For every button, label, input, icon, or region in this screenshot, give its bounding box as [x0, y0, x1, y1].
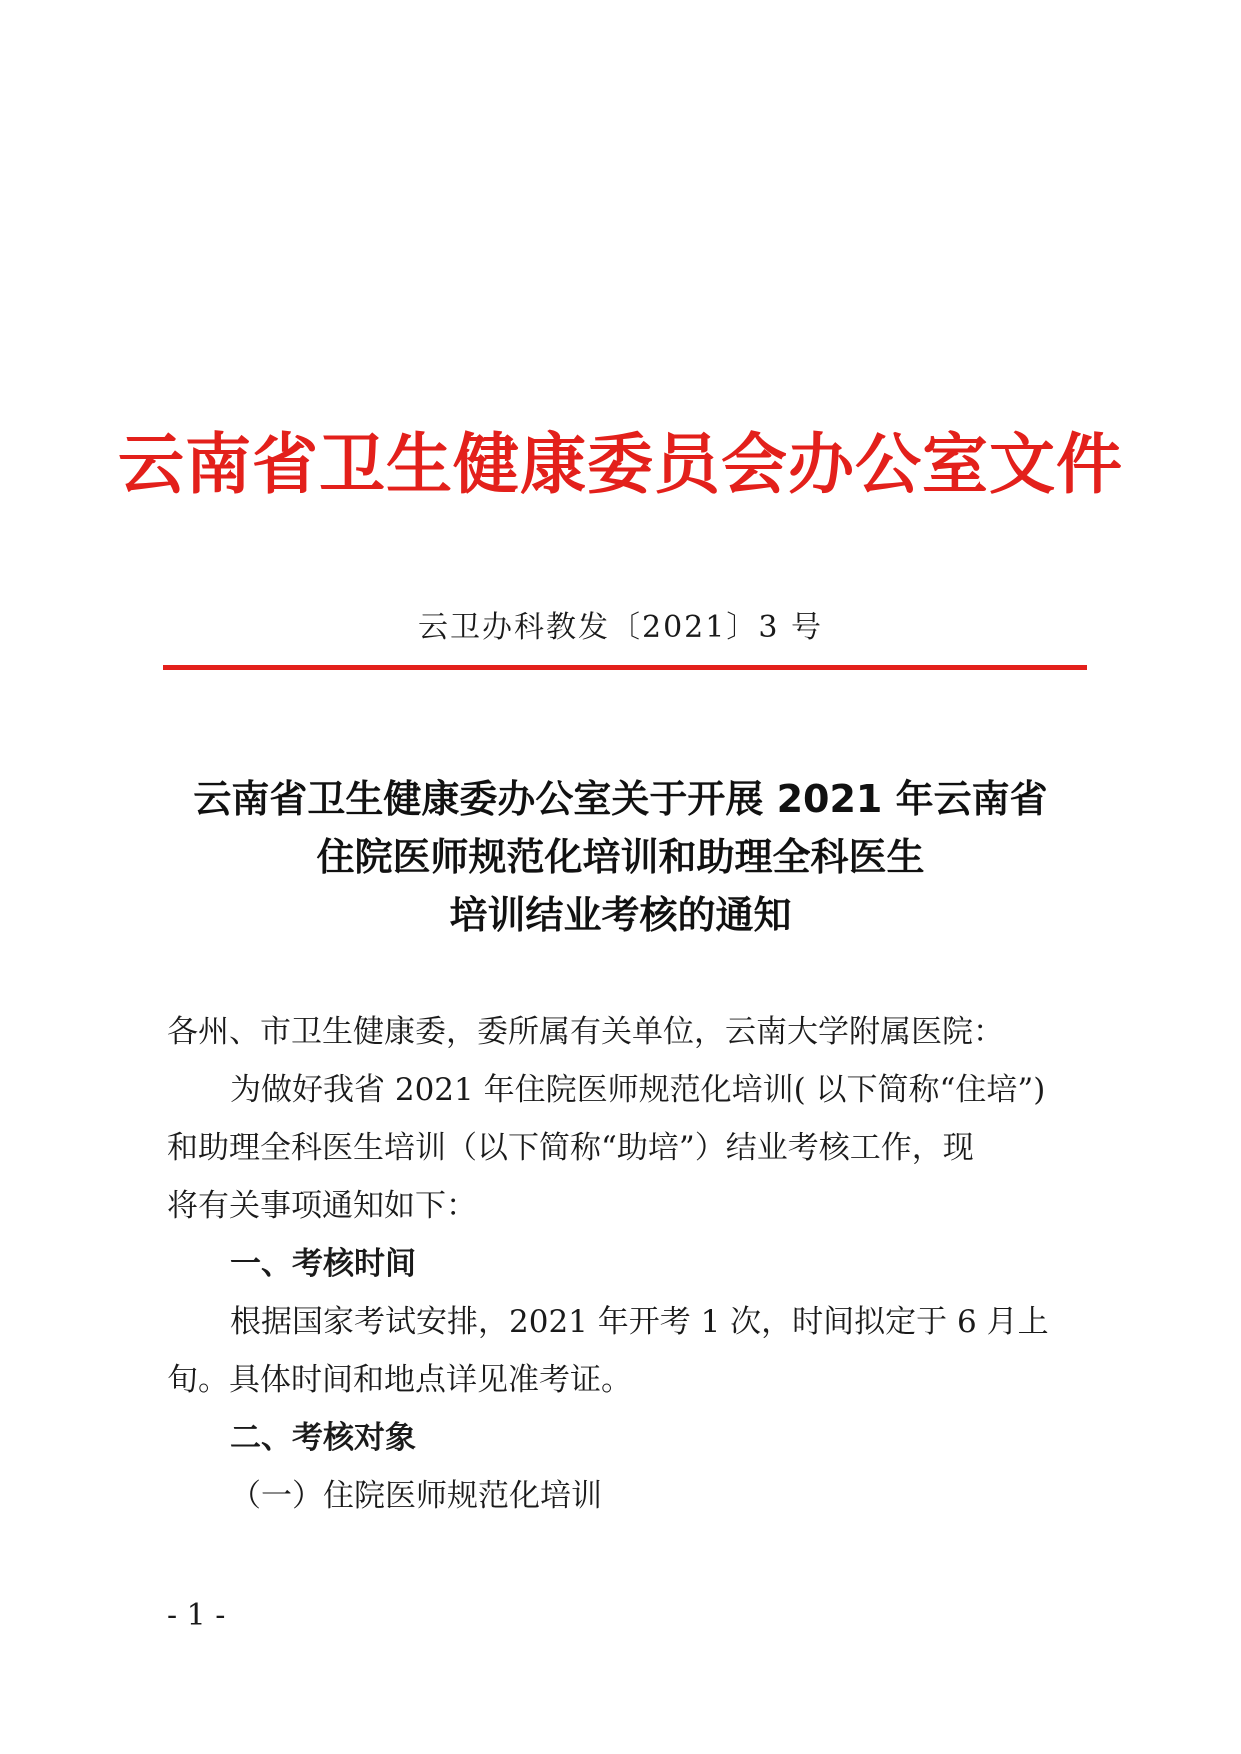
section-1-heading: 一、考核时间 — [230, 1246, 416, 1282]
intro-line-2: 和助理全科医生培训（以下简称“助培”）结业考核工作，现 — [167, 1130, 974, 1166]
intro-line-3: 将有关事项通知如下： — [167, 1188, 477, 1224]
notice-title-line-3: 培训结业考核的通知 — [449, 893, 792, 937]
red-separator-line — [163, 665, 1087, 670]
section-1-line-1: 根据国家考试安排，2021 年开考 1 次，时间拟定于 6 月上 — [230, 1304, 1049, 1340]
masthead-title: 云南省卫生健康委员会办公室文件 — [118, 426, 1123, 503]
notice-title — [0, 770, 1241, 944]
intro-line-1: 为做好我省 2021 年住院医师规范化培训( 以下简称“住培”) — [230, 1072, 1046, 1108]
section-1-line-2: 旬。具体时间和地点详见准考证。 — [167, 1362, 632, 1398]
notice-title-line-1: 云南省卫生健康委办公室关于开展 2021 年云南省 — [193, 777, 1048, 821]
section-2-heading: 二、考核对象 — [230, 1420, 416, 1456]
document-number: 云卫办科教发〔2021〕3 号 — [418, 610, 823, 645]
notice-title-line-2: 住院医师规范化培训和助理全科医生 — [316, 835, 925, 879]
section-2-subheading-1: （一）住院医师规范化培训 — [230, 1478, 602, 1514]
addressee-line: 各州、市卫生健康委，委所属有关单位，云南大学附属医院： — [167, 1014, 1004, 1050]
page-number: - 1 - — [167, 1598, 226, 1633]
